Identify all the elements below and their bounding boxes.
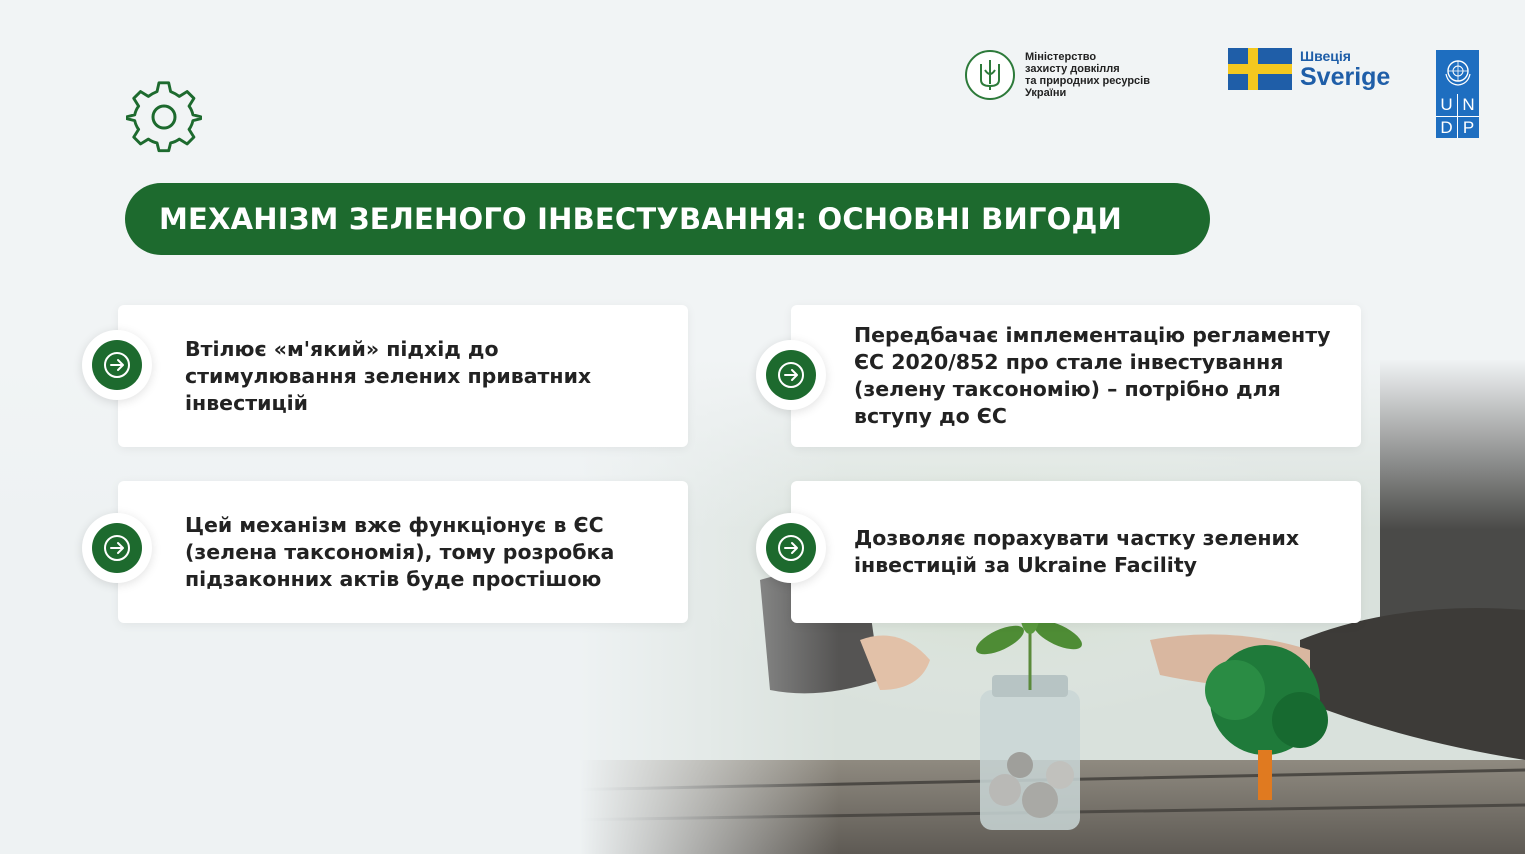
undp-letter-p: P — [1458, 117, 1479, 139]
benefit-badge-1 — [82, 330, 152, 400]
benefit-card-1 — [118, 305, 688, 447]
arrow-right-circle-icon — [102, 350, 132, 380]
sweden-flag-icon — [1228, 48, 1292, 90]
sweden-logo — [1228, 48, 1390, 90]
ministry-line-1: Міністерство — [1025, 51, 1097, 63]
benefit-badge-4 — [756, 513, 826, 583]
benefit-text-2: Передбачає імплементацію регламенту ЄС 2020/852 про стале інвестування (зелену таксономію) – потрібно для вступу до ЄС — [854, 323, 1331, 428]
benefit-card-3 — [118, 481, 688, 623]
title-banner — [125, 183, 1210, 255]
benefit-text-3: Цей механізм вже функціонує в ЄС (зелена таксономія), тому розробка підзаконних актів буде простішою — [185, 512, 615, 591]
sweden-label-small: Швеція — [1300, 47, 1351, 64]
un-emblem-icon — [1436, 50, 1479, 93]
ministry-line-4: України — [1025, 87, 1067, 99]
benefit-card-2 — [791, 305, 1361, 447]
arrow-right-circle-icon — [776, 360, 806, 390]
undp-letter-u: U — [1436, 94, 1457, 116]
sweden-label-big: Sverige — [1300, 62, 1391, 91]
ministry-line-3: та природних ресурсів — [1025, 75, 1150, 87]
benefit-card-4 — [791, 481, 1361, 623]
benefit-badge-2 — [756, 340, 826, 410]
arrow-right-circle-icon — [102, 533, 132, 563]
ministry-name — [1025, 51, 1150, 99]
trident-emblem-icon — [965, 50, 1015, 100]
undp-logo — [1436, 50, 1479, 138]
undp-letter-n: N — [1458, 94, 1479, 116]
undp-letter-d: D — [1436, 117, 1457, 139]
ministry-logo — [965, 50, 1150, 100]
benefit-text-1: Втілює «м'який» підхід до стимулювання зелених приватних інвестицій — [185, 336, 592, 415]
page-title: МЕХАНІЗМ ЗЕЛЕНОГО ІНВЕСТУВАННЯ: ОСНОВНІ ВИГОДИ — [159, 202, 1122, 236]
gear-icon — [126, 78, 202, 154]
benefit-badge-3 — [82, 513, 152, 583]
arrow-right-circle-icon — [776, 533, 806, 563]
benefit-text-4: Дозволяє порахувати частку зелених інвестицій за Ukraine Facility — [854, 526, 1300, 577]
ministry-line-2: захисту довкілля — [1025, 63, 1120, 75]
